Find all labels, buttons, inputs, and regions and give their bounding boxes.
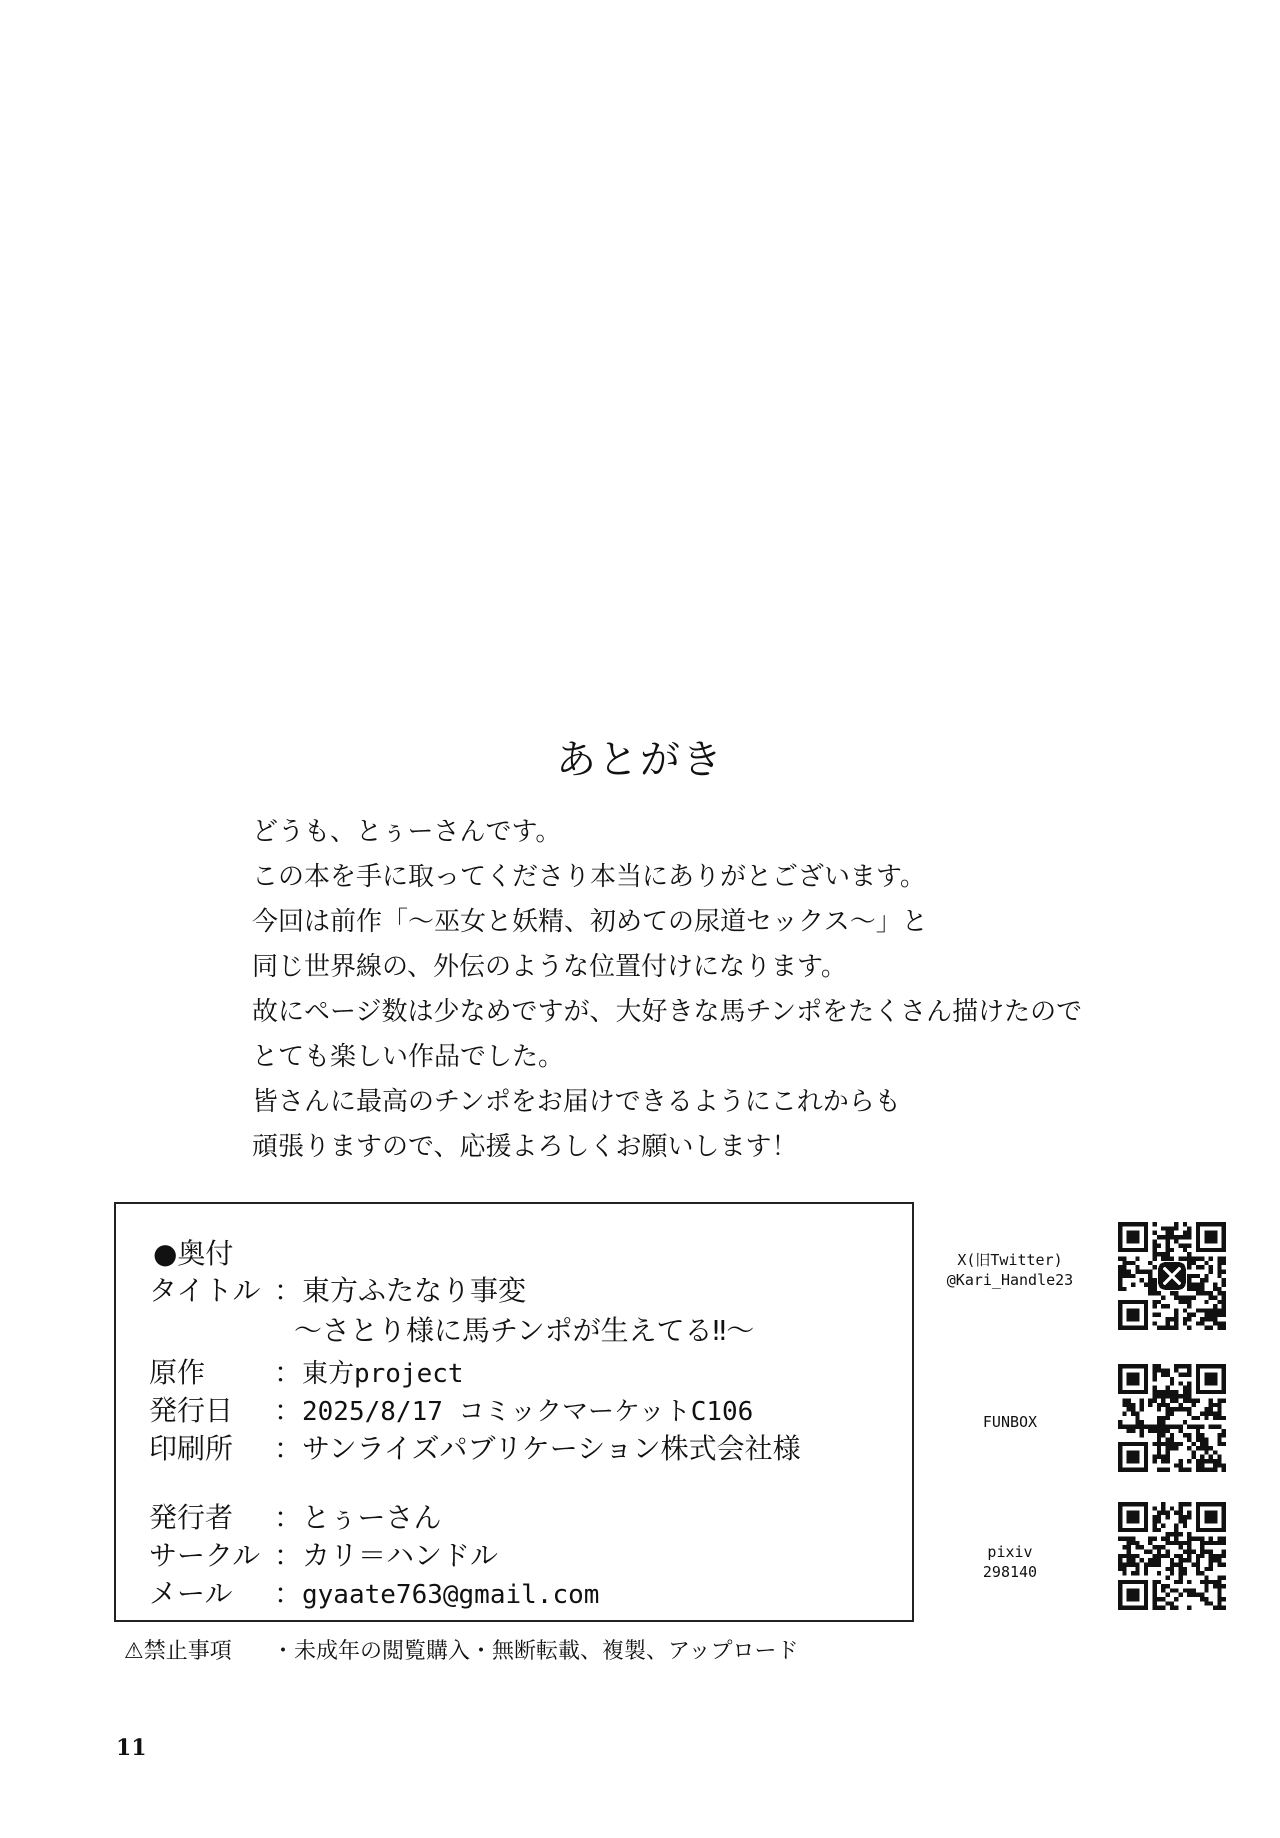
colophon-row-publisher: [149, 1499, 441, 1537]
x-link-label: [940, 1250, 1080, 1290]
afterword-line: 頑張りますので、応援よろしくお願いします！: [252, 1132, 798, 1162]
title-value: 東方ふたなり事変: [302, 1274, 527, 1307]
afterword-line: 同じ世界線の、外伝のような位置付けになります。: [252, 952, 847, 982]
colophon-row-mail: [149, 1575, 599, 1614]
printer-value: サンライズパブリケーション株式会社様: [302, 1432, 801, 1465]
page-number: 11: [116, 1735, 147, 1761]
publisher-separator: ：: [274, 1501, 303, 1534]
original-label: 原作: [149, 1356, 206, 1389]
prohibition-notice: [124, 1634, 798, 1665]
pixiv-link-line2: 298140: [982, 1563, 1038, 1581]
release-separator: ：: [274, 1394, 303, 1427]
x-link-line2: @Kari_Handle23: [946, 1271, 1074, 1289]
afterword-line: とても楽しい作品でした。: [252, 1042, 565, 1072]
colophon-row-title: [149, 1272, 526, 1310]
original-separator: ：: [274, 1356, 303, 1389]
circle-value: カリ＝ハンドル: [302, 1539, 499, 1572]
afterword-line: この本を手に取ってくださり本当にありがとございます。: [252, 862, 926, 892]
title-separator: ：: [274, 1274, 303, 1307]
colophon-heading: ●奥付: [153, 1237, 234, 1270]
release-value: 2025/8/17 コミックマーケットC106: [302, 1397, 754, 1427]
mail-value: gyaate763@gmail.com: [302, 1580, 600, 1610]
mail-separator: ：: [274, 1577, 303, 1610]
colophon-row-original: [149, 1354, 464, 1393]
printer-label: 印刷所: [149, 1432, 234, 1465]
publisher-value: とぅーさん: [302, 1501, 442, 1534]
mail-label: メール: [149, 1577, 233, 1610]
afterword-title: あとがき: [556, 737, 724, 783]
colophon-box: [114, 1202, 914, 1622]
release-label: 発行日: [149, 1394, 234, 1427]
original-value: 東方project: [302, 1359, 464, 1389]
circle-separator: ：: [274, 1539, 303, 1572]
circle-label: サークル: [149, 1539, 261, 1572]
prohibition-label: ⚠禁止事項: [124, 1639, 232, 1664]
pixiv-qr-code[interactable]: [1118, 1502, 1226, 1610]
funbox-link-line1: FUNBOX: [982, 1413, 1038, 1431]
afterword-line: 今回は前作「～巫女と妖精、初めての尿道セックス～」と: [252, 907, 928, 937]
colophon-row-release: [149, 1392, 753, 1431]
afterword-line: 皆さんに最高のチンポをお届けできるようにこれからも: [252, 1087, 901, 1117]
colophon-row-printer: [149, 1430, 801, 1468]
pixiv-link-label: [960, 1542, 1060, 1582]
x-qr-code[interactable]: [1118, 1222, 1226, 1330]
afterword-body: [252, 810, 1152, 1170]
x-logo-icon: [1158, 1262, 1186, 1290]
afterword-line: どうも、とぅーさんです。: [252, 817, 562, 847]
afterword-line: 故にページ数は少なめですが、大好きな馬チンポをたくさん描けたので: [252, 997, 1083, 1027]
colophon-row-circle: [149, 1537, 498, 1575]
funbox-link-label: [960, 1412, 1060, 1432]
title-subtitle: ～さとり様に馬チンポが生えてる‼～: [294, 1314, 755, 1347]
printer-separator: ：: [274, 1432, 303, 1465]
pixiv-link-line1: pixiv: [987, 1543, 1033, 1561]
prohibition-text: ・未成年の閲覧購入・無断転載、複製、アップロード: [272, 1639, 799, 1664]
x-link-line1: X(旧Twitter): [957, 1251, 1063, 1269]
publisher-label: 発行者: [149, 1501, 234, 1534]
title-label: タイトル: [149, 1274, 261, 1307]
funbox-qr-code[interactable]: [1118, 1364, 1226, 1472]
